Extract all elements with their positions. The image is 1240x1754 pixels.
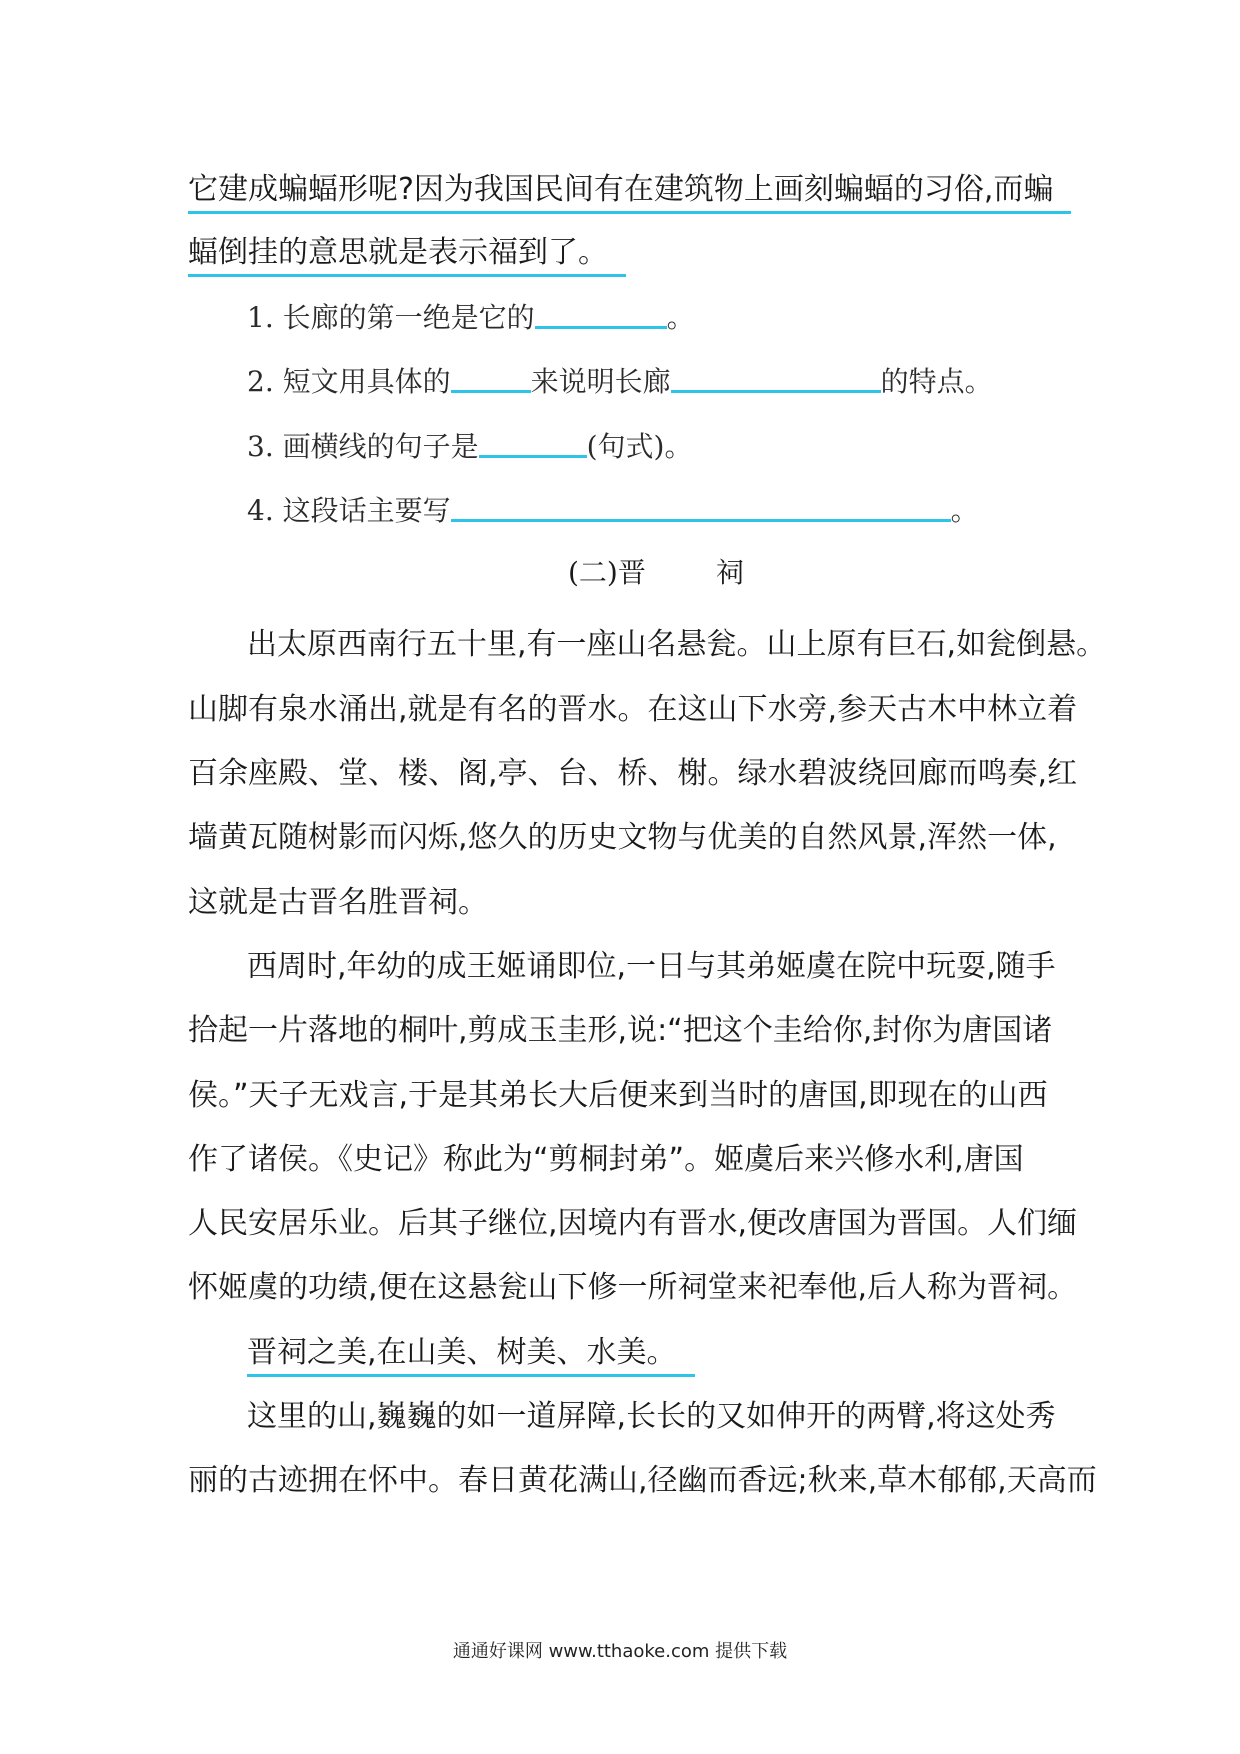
passage2-line-8: 侯。”天子无戏言,于是其弟长大后便来到当时的唐国,即现在的山西 xyxy=(188,1078,1048,1113)
question-3 xyxy=(247,425,692,465)
question-4-text: 4. 这段话主要写 xyxy=(247,494,451,527)
question-1-blank[interactable] xyxy=(535,296,667,329)
page-footer: 通通好课网 www.tthaoke.com 提供下载 xyxy=(452,1641,788,1662)
passage2-line-6: 西周时,年幼的成王姬诵即位,一日与其弟姬虞在院中玩耍,随手 xyxy=(247,949,1056,984)
passage1-line-2 xyxy=(188,233,626,273)
passage1-line-1 xyxy=(188,170,1071,210)
passage2-line-3: 百余座殿、堂、楼、阁,亭、台、桥、榭。绿水碧波绕回廊而鸣奏,红 xyxy=(188,756,1078,791)
passage2-line-10: 人民安居乐业。后其子继位,因境内有晋水,便改唐国为晋国。人们缅 xyxy=(188,1206,1078,1241)
question-1-end: 。 xyxy=(666,301,695,334)
passage2-line-1: 出太原西南行五十里,有一座山名悬瓮。山上原有巨石,如瓮倒悬。 xyxy=(247,627,1107,662)
passage2-line-11: 怀姬虞的功绩,便在这悬瓮山下修一所祠堂来祀奉他,后人称为晋祠。 xyxy=(188,1270,1078,1305)
question-2-middle: 来说明长廊 xyxy=(530,365,671,398)
passage2-line-5: 这就是古晋名胜晋祠。 xyxy=(188,885,488,920)
question-3-text: 3. 画横线的句子是 xyxy=(247,430,479,463)
question-1-text: 1. 长廊的第一绝是它的 xyxy=(247,301,535,334)
passage2-line-14: 丽的古迹拥在怀中。春日黄花满山,径幽而香远;秋来,草木郁郁,天高而 xyxy=(188,1463,1097,1498)
question-4 xyxy=(247,489,979,529)
passage2-line-2: 山脚有泉水涌出,就是有名的晋水。在这山下水旁,参天古木中林立着 xyxy=(188,692,1078,727)
passage2-line-7: 拾起一片落地的桐叶,剪成玉圭形,说:“把这个圭给你,封你为唐国诸 xyxy=(188,1013,1053,1048)
section-title-suffix: 祠 xyxy=(715,556,744,589)
question-2-blank-1[interactable] xyxy=(451,360,531,393)
question-4-end: 。 xyxy=(950,494,979,527)
question-4-blank[interactable] xyxy=(451,489,951,522)
underlined-sentence-part-2: 蝠倒挂的意思就是表示福到了。 xyxy=(188,235,626,277)
question-2-blank-2[interactable] xyxy=(671,360,881,393)
question-2-end: 的特点。 xyxy=(880,365,993,398)
passage2-line-12 xyxy=(247,1333,695,1373)
passage2-line-9: 作了诸侯。《史记》称此为“剪桐封弟”。姬虞后来兴修水利,唐国 xyxy=(188,1142,1024,1177)
question-3-blank[interactable] xyxy=(479,425,587,458)
passage2-line-13: 这里的山,巍巍的如一道屏障,长长的又如伸开的两臂,将这处秀 xyxy=(247,1399,1056,1434)
section-title xyxy=(568,553,744,593)
underlined-sentence-jinci: 晋祠之美,在山美、树美、水美。 xyxy=(247,1335,695,1377)
question-2 xyxy=(247,360,993,400)
passage2-line-4: 墙黄瓦随树影而闪烁,悠久的历史文物与优美的自然风景,浑然一体, xyxy=(188,820,1057,855)
question-3-end: (句式)。 xyxy=(586,430,693,463)
question-1 xyxy=(247,296,695,336)
section-title-prefix: (二)晋 xyxy=(568,556,646,589)
underlined-sentence-part-1: 它建成蝙蝠形呢?因为我国民间有在建筑物上画刻蝙蝠的习俗,而蝙 xyxy=(188,172,1071,214)
question-2-text: 2. 短文用具体的 xyxy=(247,365,451,398)
